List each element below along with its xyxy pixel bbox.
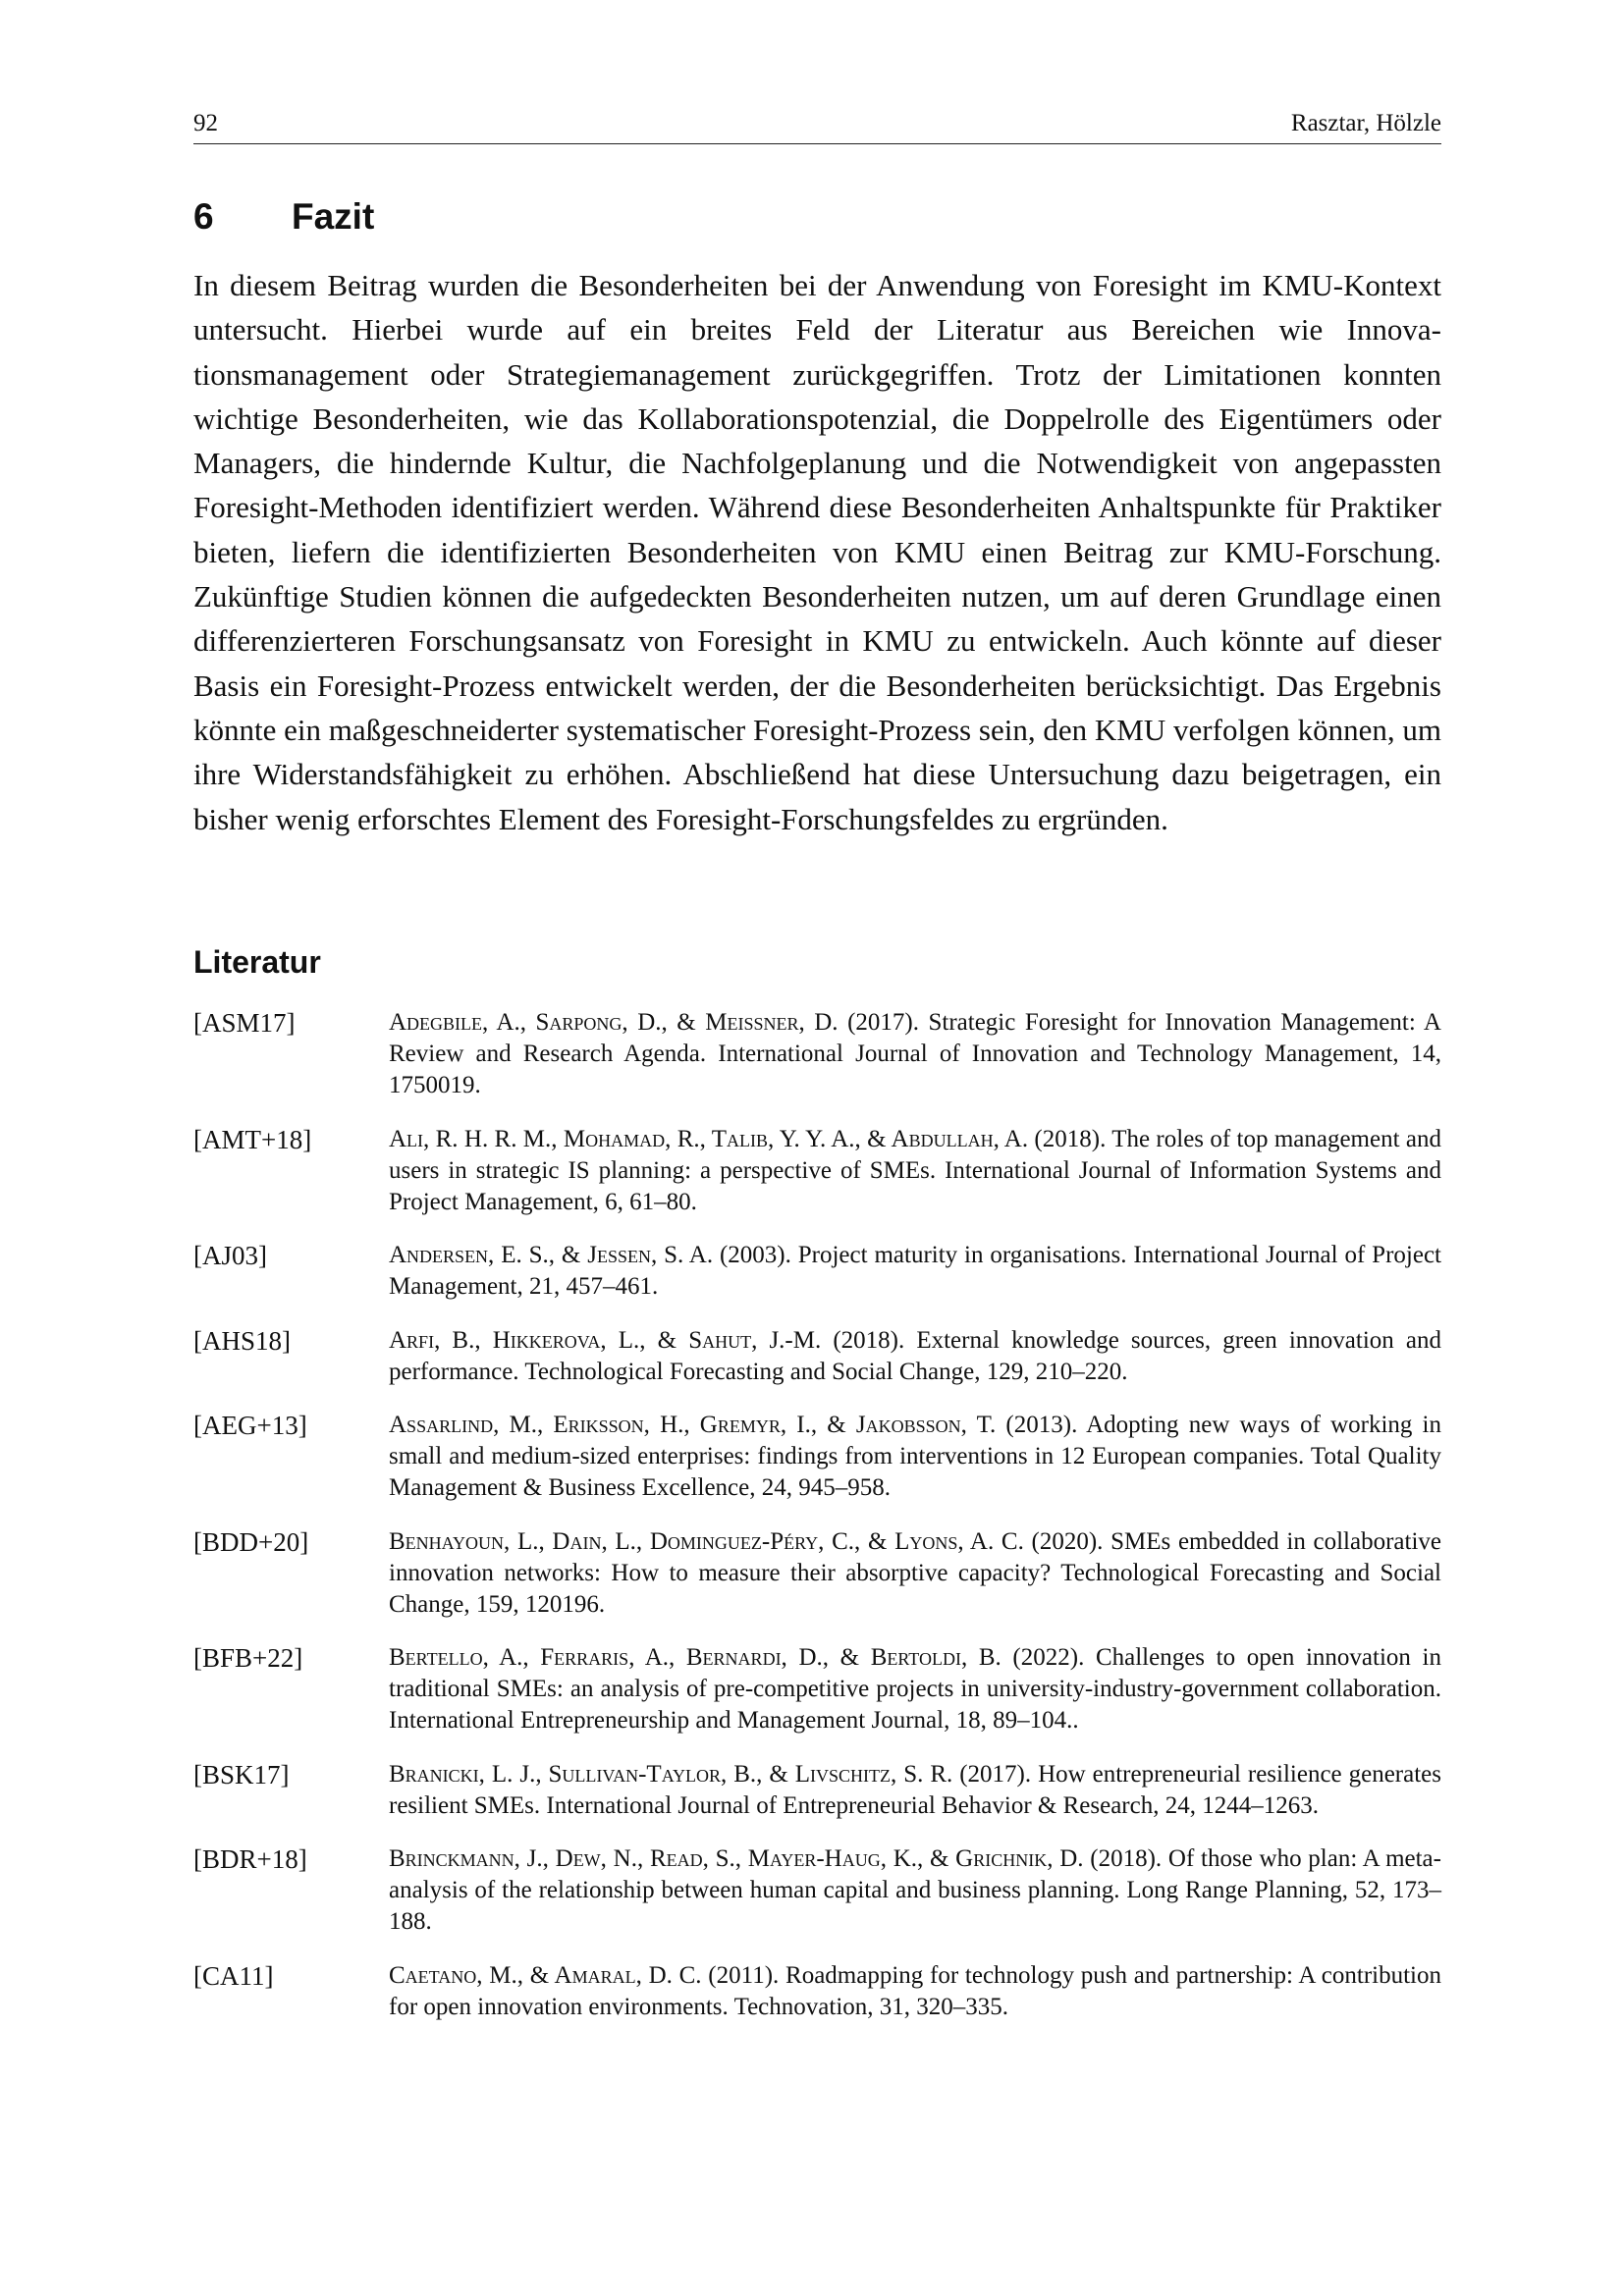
- reference-authors: Adegbile, A., Sarpong, D., & Meissner, D.: [389, 1009, 839, 1036]
- reference-details: (2018). Of those who plan: A meta-analysis of the relationship between human capital and business planning. Long Range Planning, 52, 173–188.: [389, 1845, 1441, 1935]
- reference-authors: Branicki, L. J., Sullivan-Taylor, B., & Livschitz, S. R.: [389, 1760, 953, 1788]
- reference-details: (2020). SMEs embedded in collaborative innovation networks: How to measure their absorptive capacity? Technological Forecasting and Social Change, 159, 120196.: [389, 1527, 1441, 1618]
- reference-details: (2003). Project maturity in organisations. International Journal of Project Management, 21, 457–461.: [389, 1242, 1441, 1300]
- reference-key: [AHS18]: [193, 1325, 291, 1356]
- reference-details: (2013). Adopting new ways of working in small and medium-sized enterprises: findings from interventions in 12 European companies. Total Quality Management & Business Excellence, 24, 945–958.: [389, 1412, 1442, 1501]
- reference-entry: [193, 1325, 1441, 1388]
- reference-key: [AJ03]: [193, 1241, 267, 1270]
- reference-authors: Caetano, M., & Amaral, D. C.: [389, 1961, 702, 1989]
- reference-details: (2011). Roadmapping for technology push and partnership: A contribution for open innovation environments. Technovation, 31, 320–335.: [389, 1961, 1441, 2020]
- conclusion-paragraph: In diesem Beitrag wurden die Besonderheiten bei der Anwendung von Foresight im KMU-Kontext untersucht. Hierbei wurde auf ein breites Feld der Literatur aus Bereichen wie Innovationsmanagement oder Strategiemanagement zurückgegriffen. Trotz der Limitationen konnten wichtige Besonderheiten, wie das Kollaborationspotenzial, die Doppelrolle des Eigentümers oder Managers, die hindernde Kultur, die Nachfolgeplanung und die Notwendigkeit von angepassten Foresight-Methoden identifiziert werden. Während diese Besonderheiten Anhaltspunkte für Praktiker bieten, liefern die identifizierten Besonderheiten von KMU einen Beitrag zur KMU-Forschung. Zukünftige Studien können die aufgedeckten Besonderheiten nutzen, um auf deren Grundlage einen differenzierteren Forschungsansatz von Foresight in KMU zu entwickeln. Auch könnte auf dieser Basis ein Foresight-Prozess entwickelt werden, der die Besonderheiten berücksichtigt. Das Ergebnis könnte ein maßgeschneiderter systematischer Foresight-Prozess sein, den KMU verfolgen können, um ihre Widerstandsfähigkeit zu erhöhen. Abschließend hat diese Untersuchung dazu beigetragen, ein bisher wenig erforschtes Element des Foresight-Forschungsfeldes zu ergründen.: [193, 268, 1441, 836]
- reference-entry: [193, 1759, 1441, 1822]
- reference-authors: Brinckmann, J., Dew, N., Read, S., Mayer-Haug, K., & Grichnik, D.: [389, 1845, 1084, 1872]
- section-title: Fazit: [292, 196, 375, 237]
- reference-details: (2018). The roles of top management and users in strategic IS planning: a perspective of SMEs. International Journal of Information Systems and Project Management, 6, 61–80.: [389, 1125, 1441, 1215]
- reference-authors: Benhayoun, L., Dain, L., Dominguez-Péry, C., & Lyons, A. C.: [389, 1527, 1024, 1555]
- reference-key: [CA11]: [193, 1960, 274, 1991]
- reference-key: [BDD+20]: [193, 1526, 309, 1557]
- reference-authors: Arfi, B., Hikkerova, L., & Sahut, J.-M.: [389, 1326, 822, 1354]
- reference-details: (2017). How entrepreneurial resilience generates resilient SMEs. International Journal of Entrepreneurial Behavior & Research, 24, 1244–1263.: [389, 1760, 1441, 1819]
- reference-text: [389, 1759, 1441, 1822]
- reference-text: [389, 1240, 1441, 1303]
- reference-entry: [193, 1960, 1441, 2023]
- reference-key: [BDR+18]: [193, 1844, 307, 1874]
- reference-text: [389, 1325, 1441, 1388]
- reference-key: [AEG+13]: [193, 1411, 307, 1440]
- reference-text: [389, 1124, 1441, 1218]
- reference-entry: [193, 1843, 1441, 1938]
- reference-entry: [193, 1410, 1441, 1504]
- reference-key: [BFB+22]: [193, 1643, 303, 1673]
- reference-key: [BSK17]: [193, 1759, 290, 1789]
- reference-key: [AMT+18]: [193, 1124, 312, 1154]
- reference-text: [389, 1843, 1441, 1938]
- running-title: Rasztar, Hölzle: [1290, 110, 1441, 136]
- reference-entry: [193, 1007, 1441, 1101]
- literature-heading: Literatur: [193, 944, 321, 980]
- reference-text: [389, 1960, 1441, 2023]
- running-header: [193, 110, 1441, 144]
- reference-list: [193, 1007, 1441, 2045]
- section-heading: [193, 196, 374, 238]
- reference-entry: [193, 1642, 1441, 1736]
- reference-entry: [193, 1240, 1441, 1303]
- reference-entry: [193, 1526, 1441, 1621]
- reference-details: (2018). External knowledge sources, green innovation and performance. Technological Forecasting and Social Change, 129, 210–220.: [389, 1326, 1441, 1385]
- reference-details: (2022). Challenges to open innovation in traditional SMEs: an analysis of pre-competitive projects in university-industry-government collaboration. International Entrepreneurship and Management Journal, 18, 89–104..: [389, 1644, 1441, 1734]
- reference-authors: Andersen, E. S., & Jessen, S. A.: [389, 1242, 714, 1268]
- reference-authors: Assarlind, M., Eriksson, H., Gremyr, I., & Jakobsson, T.: [389, 1412, 997, 1438]
- reference-authors: Ali, R. H. R. M., Mohamad, R., Talib, Y. Y. A., & Abdullah, A.: [389, 1125, 1029, 1152]
- reference-authors: Bertello, A., Ferraris, A., Bernardi, D., & Bertoldi, B.: [389, 1644, 1001, 1671]
- section-number: 6: [193, 196, 214, 237]
- reference-entry: [193, 1124, 1441, 1218]
- reference-details: (2017). Strategic Foresight for Innovation Management: A Review and Research Agenda. International Journal of Innovation and Technology Management, 14, 1750019.: [389, 1009, 1441, 1098]
- reference-text: [389, 1642, 1441, 1736]
- reference-text: [389, 1526, 1441, 1621]
- reference-text: [389, 1410, 1441, 1504]
- reference-text: [389, 1007, 1441, 1101]
- reference-key: [ASM17]: [193, 1008, 296, 1038]
- page-number: 92: [193, 110, 218, 136]
